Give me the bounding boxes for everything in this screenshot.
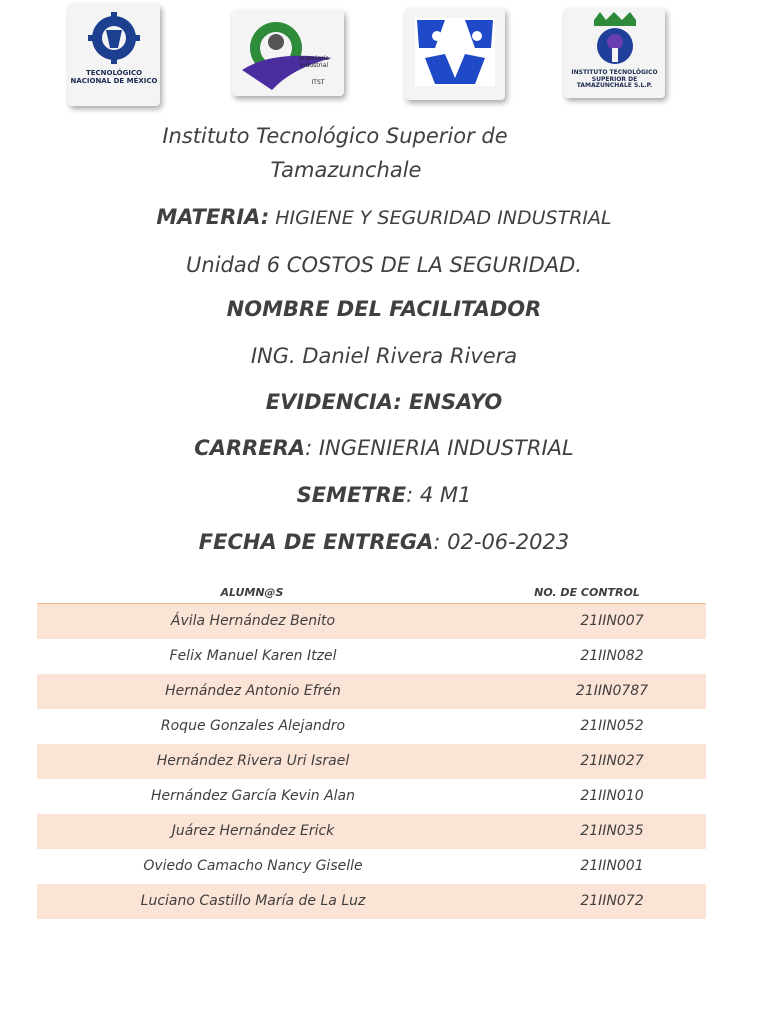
tecnm-logo [68,4,160,106]
student-name: Oviedo Camacho Nancy Giselle [143,858,363,874]
table-row [37,779,706,814]
unidad-line: Unidad 6 COSTOS DE LA SEGURIDAD. [186,253,582,277]
materia-line [0,205,768,229]
table-row [37,744,706,779]
tecnm-logo-text: TECNOLÓGICO NACIONAL DE MÉXICO [70,69,158,85]
carrera-value: : INGENIERIA INDUSTRIAL [305,436,574,460]
fecha-line [0,530,768,554]
table-row [37,639,706,674]
evidencia-text: EVIDENCIA: ENSAYO [265,390,503,414]
control-number: 21IIN072 [580,893,644,909]
logo-strip [0,0,768,115]
student-name: Ávila Hernández Benito [170,613,336,629]
control-number: 21IIN010 [580,788,644,804]
student-name: Hernández Antonio Efrén [165,683,341,699]
itst-logo [564,8,665,98]
control-number: 21IIN007 [580,613,644,629]
table-row [37,709,706,744]
control-number: 21IIN052 [580,718,644,734]
materia-label: MATERIA: [156,205,270,229]
fecha-value: : 02-06-2023 [433,530,570,554]
facilitador-label [0,297,768,321]
institution-line-1: Instituto Tecnológico Superior de [162,124,508,148]
student-name: Hernández Rivera Uri Israel [156,753,350,769]
materia-value: HIGIENE Y SEGURIDAD INDUSTRIAL [269,207,612,229]
table-row [37,604,706,639]
semestre-value: : 4 M1 [406,483,472,507]
table-header [37,581,706,604]
facilitador-name: ING. Daniel Rivera Rivera [250,344,518,368]
itst-logo-subtext: ITST [311,79,325,86]
students-table [37,581,706,919]
semestre-label: SEMETRE [296,483,407,507]
control-number: 21IIN027 [580,753,644,769]
column-header-students: ALUMN@S [220,586,284,599]
student-name: Luciano Castillo María de La Luz [140,893,366,909]
student-name: Roque Gonzales Alejandro [160,718,346,734]
carrera-label: CARRERA [194,436,306,460]
student-name: Hernández García Kevin Alan [150,788,356,804]
gear-eagle-icon [68,4,160,70]
control-number: 21IIN0787 [575,683,649,699]
student-name: Juárez Hernández Erick [171,823,335,839]
control-number: 21IIN035 [580,823,644,839]
evidencia-line [0,390,768,414]
itst-logo-text: INSTITUTO TECNOLÓGICO SUPERIOR DE TAMAZUNCHALE S.L.P. [571,69,658,90]
table-row [37,884,706,919]
student-name: Felix Manuel Karen Itzel [169,648,337,664]
crown-emblem-icon [564,8,665,72]
fecha-label: FECHA DE ENTREGA [198,530,434,554]
ingenieria-industrial-logo [232,10,344,96]
semestre-line [0,483,768,507]
control-number: 21IIN001 [580,858,644,874]
institution-line-2: Tamazunchale [270,158,422,182]
ingenieria-logo-text: Ingeniería Industrial [298,55,330,69]
mask-logo [405,8,505,100]
column-header-control: NO. DE CONTROL [534,586,640,599]
carrera-line [0,436,768,460]
control-number: 21IIN082 [580,648,644,664]
facilitador-label-text: NOMBRE DEL FACILITADOR [226,297,542,321]
table-row [37,849,706,884]
mask-icon [405,8,505,100]
table-row [37,674,706,709]
table-row [37,814,706,849]
